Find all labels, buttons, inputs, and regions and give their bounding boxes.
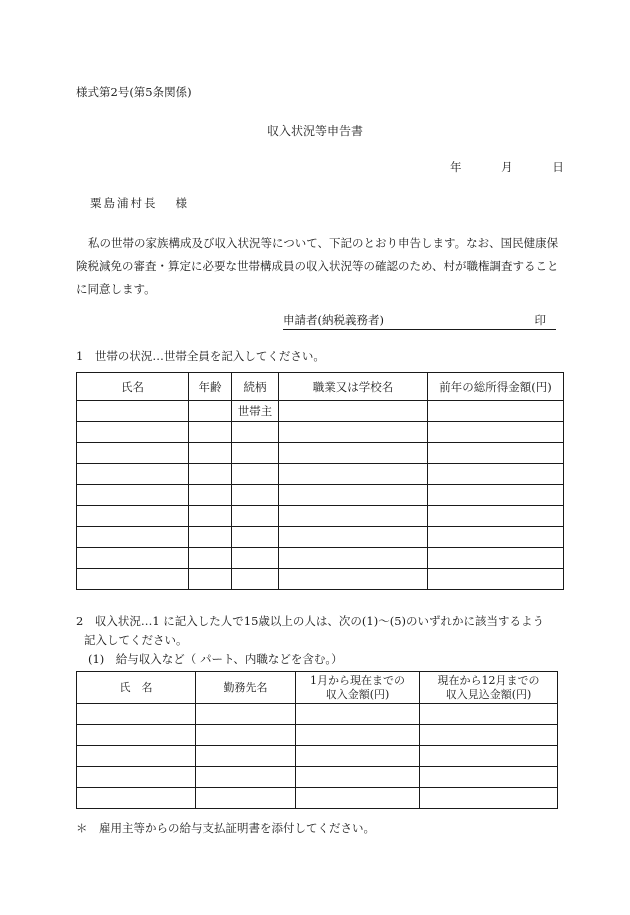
table-row: [77, 725, 558, 746]
table-row: [77, 485, 564, 506]
table-cell[interactable]: [232, 548, 279, 569]
table-cell[interactable]: [428, 422, 564, 443]
col-header-employer: [196, 672, 296, 704]
table-row: [77, 422, 564, 443]
table-cell[interactable]: [279, 422, 428, 443]
table-cell[interactable]: [189, 464, 232, 485]
form-code: 様式第2号(第5条関係): [76, 85, 192, 99]
table-cell[interactable]: [296, 788, 420, 809]
table-row: [77, 527, 564, 548]
table-cell[interactable]: [77, 788, 196, 809]
applicant-label: 申請者(納税義務者): [283, 313, 384, 327]
table-cell[interactable]: [189, 422, 232, 443]
table-cell[interactable]: [428, 464, 564, 485]
applicant-signature-line: [283, 312, 556, 330]
table-cell[interactable]: [77, 443, 189, 464]
table-cell[interactable]: [428, 485, 564, 506]
col-header-line: 収入金額(円): [325, 687, 390, 701]
table-cell[interactable]: [77, 548, 189, 569]
table-cell[interactable]: [77, 485, 189, 506]
table-cell[interactable]: [232, 485, 279, 506]
table-cell[interactable]: [189, 401, 232, 422]
table-row: [77, 788, 558, 809]
table-row: [77, 704, 558, 725]
section2-subheading: (1) 給与収入など（ パート、内職などを含む。）: [88, 652, 343, 666]
table-cell[interactable]: [428, 548, 564, 569]
table-cell[interactable]: [77, 527, 189, 548]
table-cell[interactable]: [77, 725, 196, 746]
table-row: [77, 464, 564, 485]
table-cell[interactable]: 世帯主: [232, 401, 279, 422]
table-cell[interactable]: [189, 506, 232, 527]
col-header-age: 年齢: [189, 373, 232, 401]
table-cell[interactable]: [420, 767, 558, 788]
table-cell[interactable]: [77, 422, 189, 443]
table-row: [77, 767, 558, 788]
table-cell[interactable]: [232, 464, 279, 485]
table-cell[interactable]: [232, 443, 279, 464]
col-header-name: 氏名: [77, 373, 189, 401]
col-header-line: 収入見込金額(円): [445, 687, 532, 701]
table-cell[interactable]: [296, 725, 420, 746]
section1-heading: 1 世帯の状況…世帯全員を記入してください。: [76, 349, 325, 363]
table-cell[interactable]: [296, 746, 420, 767]
table-cell[interactable]: [77, 401, 189, 422]
table-cell[interactable]: [189, 527, 232, 548]
table-cell[interactable]: [279, 569, 428, 590]
table-cell[interactable]: [279, 506, 428, 527]
table-cell[interactable]: [420, 746, 558, 767]
table-header-row: [77, 672, 558, 704]
table-cell[interactable]: [420, 788, 558, 809]
table-cell[interactable]: [189, 485, 232, 506]
table-cell[interactable]: [77, 746, 196, 767]
date-line: [450, 159, 564, 175]
footnote: ＊ 雇用主等からの給与支払証明書を添付してください。: [76, 821, 375, 835]
table-cell[interactable]: [196, 704, 296, 725]
table-cell[interactable]: [279, 548, 428, 569]
table-cell[interactable]: [279, 485, 428, 506]
table-cell[interactable]: [189, 443, 232, 464]
table-cell[interactable]: [279, 401, 428, 422]
table-cell[interactable]: [279, 527, 428, 548]
table-row: [77, 569, 564, 590]
col-header-line: 1月から現在までの: [310, 673, 405, 687]
date-day-label: 日: [552, 160, 564, 174]
col-header-line: 勤務先名: [223, 680, 268, 694]
table-cell[interactable]: [232, 527, 279, 548]
col-header-name: [77, 672, 196, 704]
household-table: [76, 372, 564, 590]
table-cell[interactable]: [196, 746, 296, 767]
table-cell[interactable]: [296, 767, 420, 788]
table-cell[interactable]: [196, 725, 296, 746]
col-header-occupation: 職業又は学校名: [279, 373, 428, 401]
date-year-label: 年: [450, 160, 462, 174]
section2-heading-line1: 2 収入状況…1 に記入した人で15歳以上の人は、次の(1)～(5)のいずれかに該当するよう: [76, 614, 544, 628]
salary-income-table: [76, 671, 558, 809]
table-cell[interactable]: [189, 548, 232, 569]
seal-mark: 印: [534, 313, 546, 327]
col-header-line: 氏 名: [119, 680, 153, 694]
addressee-name: 粟島浦村長: [90, 196, 158, 210]
table-cell[interactable]: [77, 767, 196, 788]
table-cell[interactable]: [279, 443, 428, 464]
date-month-label: 月: [501, 160, 513, 174]
col-header-line: 現在から12月までの: [437, 673, 540, 687]
table-row: [77, 506, 564, 527]
table-row: [77, 401, 564, 422]
table-header-row: [77, 373, 564, 401]
table-cell[interactable]: [420, 704, 558, 725]
table-cell[interactable]: [296, 704, 420, 725]
table-cell[interactable]: [77, 464, 189, 485]
table-cell[interactable]: [232, 422, 279, 443]
table-cell[interactable]: [420, 725, 558, 746]
table-cell[interactable]: [77, 506, 189, 527]
col-header-income: 前年の総所得金額(円): [428, 373, 564, 401]
col-header-expected-income: [420, 672, 558, 704]
table-cell[interactable]: [196, 788, 296, 809]
section2-heading-line2: 記入してください。: [84, 633, 188, 647]
table-row: [77, 746, 558, 767]
table-cell[interactable]: [428, 443, 564, 464]
page-title: 収入状況等申告書: [266, 124, 363, 138]
declaration-text: 私の世帯の家族構成及び収入状況等について、下記のとおり申告します。なお、国民健康保険税減免の審査・算定に必要な世帯構成員の収入状況等の確認のため、村が職権調査することに同意します。: [76, 236, 559, 296]
table-cell[interactable]: [77, 569, 189, 590]
table-cell[interactable]: [232, 506, 279, 527]
table-row: [77, 443, 564, 464]
section2-heading: [76, 612, 566, 669]
table-cell[interactable]: [77, 704, 196, 725]
table-cell[interactable]: [428, 401, 564, 422]
table-cell[interactable]: [428, 527, 564, 548]
addressee-honorific: 様: [175, 196, 189, 210]
table-cell[interactable]: [428, 506, 564, 527]
table-cell[interactable]: [279, 464, 428, 485]
table-cell[interactable]: [196, 767, 296, 788]
table-row: [77, 548, 564, 569]
col-header-relation: 続柄: [232, 373, 279, 401]
table-cell[interactable]: [232, 569, 279, 590]
col-header-income-to-date: [296, 672, 420, 704]
addressee: [90, 195, 189, 211]
table-cell[interactable]: [428, 569, 564, 590]
table-cell[interactable]: [189, 569, 232, 590]
